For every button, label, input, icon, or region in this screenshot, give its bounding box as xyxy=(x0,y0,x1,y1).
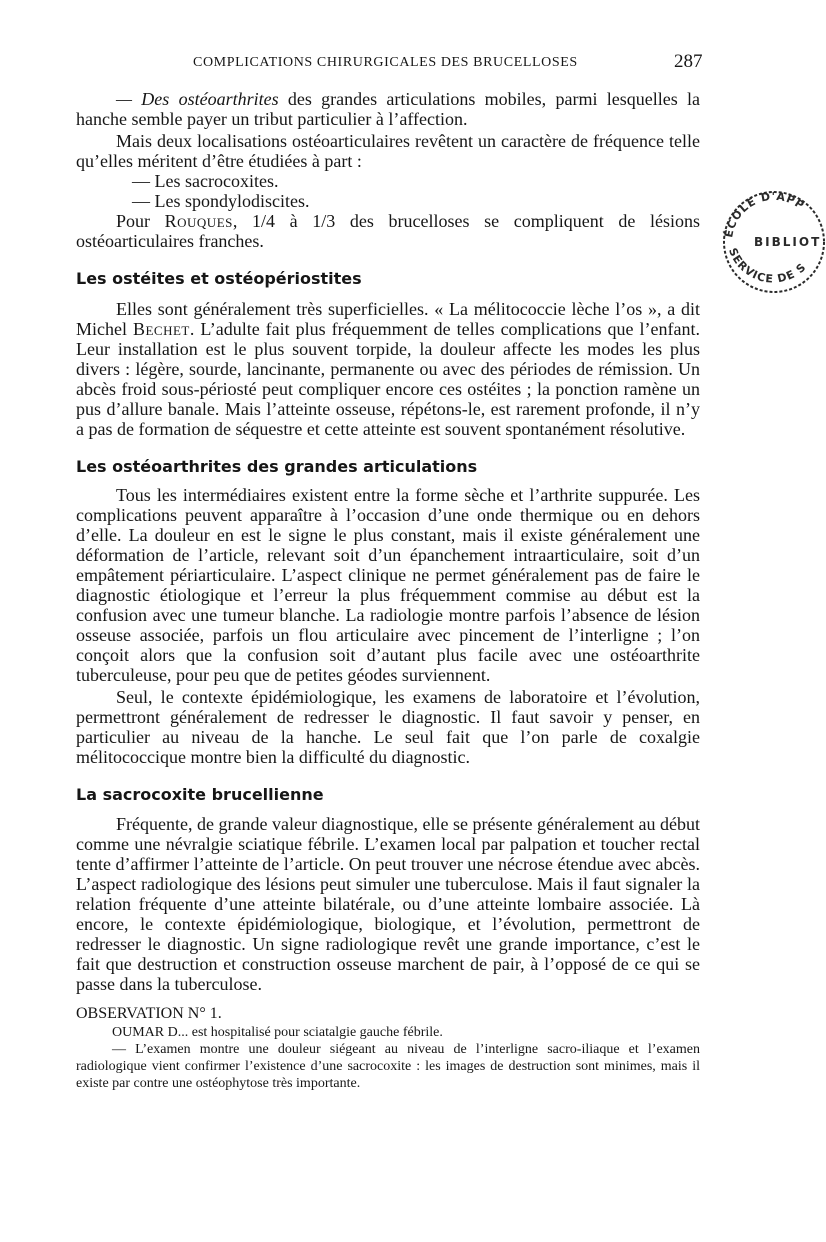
observation-line-1: OUMAR D... est hospitalisé pour sciatalgie gauche fébrile. xyxy=(112,1025,443,1040)
intro-osteoarthrites-text: des grandes articulations mobiles, parmi lesquelles la hanche semble payer un tribut particulier à l’affection. xyxy=(76,89,700,129)
section-heading-sacrocoxite: La sacrocoxite brucellienne xyxy=(76,785,324,804)
list-item-sacrocoxites: — Les sacrocoxites. xyxy=(132,171,279,191)
observation-line-2: — L’examen montre une douleur siégeant au niveau de l’interligne sacro-iliaque et l’examen radiologique vient confirmer l’existence d’une sacrocoxite : les images de destruction sont minimes, mais il existe par contre une ostéophytose très importante. xyxy=(76,1042,700,1091)
sacrocoxite-paragraph: Fréquente, de grande valeur diagnostique, elle se présente généralement au début comme une névralgie sciatique fébrile. L’examen local par palpation et toucher rectal tente d’affirmer l’atteinte de l’article. On peut trouver une nécrose étendue avec abcès. L’aspect radiologique des lésions peut simuler une tuberculose. Mais il faut signaler la relation fréquente d’une atteinte bilatérale, ou d’une atteinte lombaire associée. Là encore, le contexte épidémiologique, biologique, et l’évolution, permettront de redresser le diagnostic. Un signe radiologique revêt une grande importance, c’est le fait que destruction et construction osseuse marchent de pair, à l’opposé de ce qui se passe dans la tuberculose. xyxy=(76,814,700,994)
stamp-text-bottom-path: SERVICE DE S xyxy=(726,246,809,286)
library-stamp xyxy=(716,184,826,294)
section-heading-osteoarthrites: Les ostéoarthrites des grandes articulations xyxy=(76,457,478,476)
intro-osteoarthrites-italic: — Des ostéoarthrites xyxy=(116,89,279,109)
stamp-text-top-path: ÉCOLE D'APP xyxy=(722,189,808,239)
section-heading-osteites: Les ostéites et ostéopériostites xyxy=(76,269,362,288)
intro-localisations-paragraph: Mais deux localisations ostéoarticulaires revêtent un caractère de fréquence telle qu’elles méritent d’être étudiées à part : xyxy=(76,131,700,171)
rouques-pre: Pour xyxy=(116,211,165,231)
osteites-text-pre: Elles sont généralement très superficielles. « La mélitococcie lèche l’os », a dit Michel xyxy=(76,299,700,339)
author-rouques: Rouques xyxy=(164,211,233,231)
osteoarthrites-paragraph-1: Tous les intermédiaires existent entre la forme sèche et l’arthrite suppurée. Les complications peuvent apparaître à l’occasion d’une onde thermique ou en dehors d’elle. La douleur en est le signe le plus constant, mais il existe généralement une déformation de l’article, relevant soit d’un épanchement intraarticulaire, soit d’un empâtement périarticulaire. L’aspect clinique ne permet généralement pas de faire le diagnostic étiologique et l’erreur la plus fréquemment commise au début est la confusion avec une tumeur blanche. La radiologie montre parfois l’absence de lésion osseuse associée, parfois un flou articulaire avec pincement de l’interligne ; l’on conçoit alors que la confusion soit d’autant plus facile avec une ostéoarthrite tuberculeuse, pour peu que de petites géodes surviennent. xyxy=(76,485,700,685)
stamp-text-top xyxy=(722,190,807,239)
author-bechet: Bechet xyxy=(132,319,190,339)
stamp-text-bottom xyxy=(726,246,809,286)
osteites-paragraph xyxy=(76,299,700,439)
intro-rouques-paragraph xyxy=(76,211,700,251)
osteoarthrites-paragraph-2: Seul, le contexte épidémiologique, les examens de laboratoire et l’évolution, permettront généralement de redresser le diagnostic. Il faut savoir y penser, en particulier au niveau de la hanche. Le seul fait que l’on parle de coxalgie mélitococcique montre bien la difficulté du diagnostic. xyxy=(76,687,700,767)
osteites-text-post: . L’adulte fait plus fréquemment de telles complications que l’enfant. Leur installation est le plus souvent torpide, la douleur affecte les modes les plus divers : légère, sourde, lancinante, permanente ou avec des périodes de rémission. Un abcès froid sous-périosté peut compliquer encore ces ostéites ; la ponction ramène un pus d’allure banale. Mais l’atteinte osseuse, répétons-le, est rarement profonde, il n’y a pas de formation de séquestre et cette atteinte est souvent spontanément résolutive. xyxy=(76,319,700,439)
stamp-text-middle: BIBLIOT xyxy=(754,235,822,249)
intro-osteoarthrites-paragraph xyxy=(76,89,700,129)
list-item-spondylodiscites: — Les spondylodiscites. xyxy=(132,191,310,211)
observation-title: OBSERVATION N° 1. xyxy=(76,1005,222,1022)
rouques-post: , 1/4 à 1/3 des brucelloses se compliquent de lésions ostéoarticulaires franches. xyxy=(76,211,700,251)
body-text xyxy=(76,89,700,1092)
running-header: COMPLICATIONS CHIRURGICALES DES BRUCELLOSES xyxy=(193,55,578,70)
page-number: 287 xyxy=(674,51,703,72)
